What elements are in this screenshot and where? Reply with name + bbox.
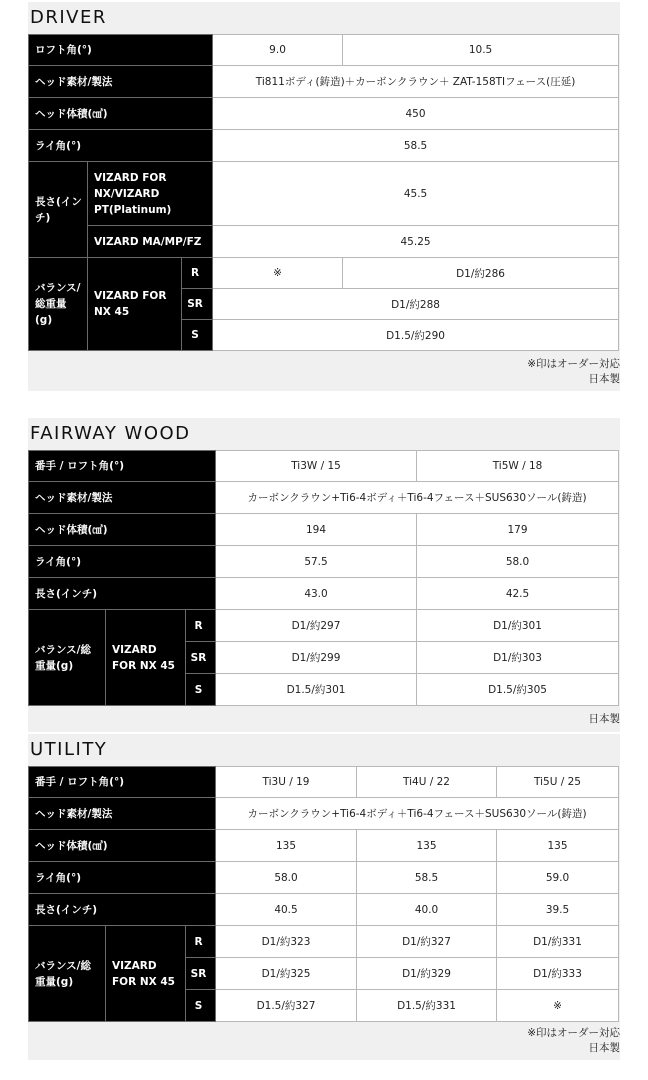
driver-lie-value: 58.5 bbox=[213, 130, 619, 162]
driver-title: DRIVER bbox=[28, 2, 620, 34]
fairway-notes bbox=[28, 706, 620, 732]
utility-model: Ti3U / 19 bbox=[216, 767, 357, 798]
driver-volume-label: ヘッド体積(㎤) bbox=[29, 98, 213, 130]
driver-material-value: Ti811ボディ(鋳造)＋カーボンクラウン＋ ZAT-158TIフェース(圧延) bbox=[213, 66, 619, 98]
driver-loft-value: 9.0 bbox=[213, 35, 343, 66]
fairway-balance-label: バランス/総重量(g) bbox=[29, 610, 106, 706]
fairway-length-label: 長さ(インチ) bbox=[29, 578, 216, 610]
utility-title: UTILITY bbox=[28, 734, 620, 766]
fairway-volume-label: ヘッド体積(㎤) bbox=[29, 514, 216, 546]
utility-note-made: 日本製 bbox=[588, 1042, 620, 1054]
fairway-length-value: 43.0 bbox=[216, 578, 417, 610]
utility-row-number bbox=[29, 767, 619, 798]
driver-row-length-a bbox=[29, 162, 619, 226]
utility-volume-value: 135 bbox=[497, 830, 619, 862]
fairway-row-number bbox=[29, 451, 619, 482]
utility-length-value: 39.5 bbox=[497, 894, 619, 926]
driver-row-material bbox=[29, 66, 619, 98]
fairway-balance-s-value: D1.5/約305 bbox=[417, 674, 619, 706]
utility-length-value: 40.0 bbox=[357, 894, 497, 926]
utility-row-material bbox=[29, 798, 619, 830]
driver-spec-table bbox=[28, 34, 619, 351]
fairway-title: FAIRWAY WOOD bbox=[28, 418, 620, 450]
fairway-flex-r: R bbox=[186, 610, 216, 642]
utility-row-balance-r bbox=[29, 926, 619, 958]
fairway-lie-value: 58.0 bbox=[417, 546, 619, 578]
fairway-lie-label: ライ角(°) bbox=[29, 546, 216, 578]
driver-balance-r-9: ※ bbox=[213, 258, 343, 289]
driver-loft-value: 10.5 bbox=[343, 35, 619, 66]
utility-volume-value: 135 bbox=[357, 830, 497, 862]
utility-model: Ti5U / 25 bbox=[497, 767, 619, 798]
fairway-flex-sr: SR bbox=[186, 642, 216, 674]
fairway-row-volume bbox=[29, 514, 619, 546]
fairway-section bbox=[28, 418, 620, 732]
fairway-model: Ti3W / 15 bbox=[216, 451, 417, 482]
driver-lie-label: ライ角(°) bbox=[29, 130, 213, 162]
driver-length-label: 長さ(インチ) bbox=[29, 162, 88, 258]
utility-spec-table bbox=[28, 766, 619, 1022]
utility-material-label: ヘッド素材/製法 bbox=[29, 798, 216, 830]
utility-balance-s-value: D1.5/約327 bbox=[216, 990, 357, 1022]
driver-balance-label: バランス/総重量(g) bbox=[29, 258, 88, 351]
utility-material-value: カーボンクラウン+Ti6-4ボディ＋Ti6-4フェース＋SUS630ソール(鋳造) bbox=[216, 798, 619, 830]
utility-balance-sr-value: D1/約333 bbox=[497, 958, 619, 990]
utility-note-order: ※印はオーダー対応 bbox=[527, 1027, 620, 1039]
driver-row-balance-r bbox=[29, 258, 619, 289]
driver-flex-s: S bbox=[182, 320, 213, 351]
driver-balance-r-105: D1/約286 bbox=[343, 258, 619, 289]
fairway-number-label: 番手 / ロフト角(°) bbox=[29, 451, 216, 482]
driver-flex-r: R bbox=[182, 258, 213, 289]
utility-balance-r-value: D1/約323 bbox=[216, 926, 357, 958]
fairway-balance-shaft: VIZARD FOR NX 45 bbox=[106, 610, 186, 706]
fairway-note-made: 日本製 bbox=[588, 713, 620, 725]
driver-length-shaft-a: VIZARD FOR NX/VIZARD PT(Platinum) bbox=[88, 162, 213, 226]
driver-row-loft bbox=[29, 35, 619, 66]
driver-length-value-a: 45.5 bbox=[213, 162, 619, 226]
utility-lie-value: 58.5 bbox=[357, 862, 497, 894]
driver-loft-label: ロフト角(°) bbox=[29, 35, 213, 66]
utility-volume-value: 135 bbox=[216, 830, 357, 862]
driver-balance-shaft: VIZARD FOR NX 45 bbox=[88, 258, 182, 351]
utility-balance-s-value: D1.5/約331 bbox=[357, 990, 497, 1022]
driver-length-shaft-b: VIZARD MA/MP/FZ bbox=[88, 226, 213, 258]
utility-row-lie bbox=[29, 862, 619, 894]
utility-length-label: 長さ(インチ) bbox=[29, 894, 216, 926]
utility-balance-sr-value: D1/約329 bbox=[357, 958, 497, 990]
driver-row-length-b bbox=[29, 226, 619, 258]
driver-row-volume bbox=[29, 98, 619, 130]
driver-length-value-b: 45.25 bbox=[213, 226, 619, 258]
utility-row-volume bbox=[29, 830, 619, 862]
driver-balance-sr-value: D1/約288 bbox=[213, 289, 619, 320]
utility-balance-sr-value: D1/約325 bbox=[216, 958, 357, 990]
utility-flex-r: R bbox=[186, 926, 216, 958]
driver-flex-sr: SR bbox=[182, 289, 213, 320]
fairway-lie-value: 57.5 bbox=[216, 546, 417, 578]
driver-material-label: ヘッド素材/製法 bbox=[29, 66, 213, 98]
utility-lie-value: 58.0 bbox=[216, 862, 357, 894]
fairway-spec-table bbox=[28, 450, 619, 706]
driver-row-lie bbox=[29, 130, 619, 162]
utility-lie-label: ライ角(°) bbox=[29, 862, 216, 894]
fairway-balance-sr-value: D1/約303 bbox=[417, 642, 619, 674]
utility-flex-sr: SR bbox=[186, 958, 216, 990]
driver-note-order: ※印はオーダー対応 bbox=[527, 358, 620, 370]
fairway-balance-s-value: D1.5/約301 bbox=[216, 674, 417, 706]
driver-balance-s-value: D1.5/約290 bbox=[213, 320, 619, 351]
utility-volume-label: ヘッド体積(㎤) bbox=[29, 830, 216, 862]
utility-balance-shaft: VIZARD FOR NX 45 bbox=[106, 926, 186, 1022]
fairway-length-value: 42.5 bbox=[417, 578, 619, 610]
fairway-balance-sr-value: D1/約299 bbox=[216, 642, 417, 674]
fairway-volume-value: 179 bbox=[417, 514, 619, 546]
fairway-row-material bbox=[29, 482, 619, 514]
utility-model: Ti4U / 22 bbox=[357, 767, 497, 798]
utility-flex-s: S bbox=[186, 990, 216, 1022]
fairway-volume-value: 194 bbox=[216, 514, 417, 546]
utility-balance-r-value: D1/約327 bbox=[357, 926, 497, 958]
driver-section bbox=[28, 2, 620, 391]
utility-length-value: 40.5 bbox=[216, 894, 357, 926]
fairway-flex-s: S bbox=[186, 674, 216, 706]
utility-balance-r-value: D1/約331 bbox=[497, 926, 619, 958]
fairway-model: Ti5W / 18 bbox=[417, 451, 619, 482]
utility-number-label: 番手 / ロフト角(°) bbox=[29, 767, 216, 798]
utility-section bbox=[28, 734, 620, 1060]
utility-notes bbox=[28, 1022, 620, 1060]
fairway-row-length bbox=[29, 578, 619, 610]
fairway-row-balance-r bbox=[29, 610, 619, 642]
fairway-material-value: カーボンクラウン+Ti6-4ボディ＋Ti6-4フェース＋SUS630ソール(鋳造) bbox=[216, 482, 619, 514]
driver-notes bbox=[28, 351, 620, 391]
driver-note-made: 日本製 bbox=[588, 373, 620, 385]
fairway-row-lie bbox=[29, 546, 619, 578]
utility-balance-s-value: ※ bbox=[497, 990, 619, 1022]
utility-balance-label: バランス/総重量(g) bbox=[29, 926, 106, 1022]
fairway-balance-r-value: D1/約297 bbox=[216, 610, 417, 642]
driver-volume-value: 450 bbox=[213, 98, 619, 130]
utility-row-length bbox=[29, 894, 619, 926]
fairway-material-label: ヘッド素材/製法 bbox=[29, 482, 216, 514]
fairway-balance-r-value: D1/約301 bbox=[417, 610, 619, 642]
utility-lie-value: 59.0 bbox=[497, 862, 619, 894]
